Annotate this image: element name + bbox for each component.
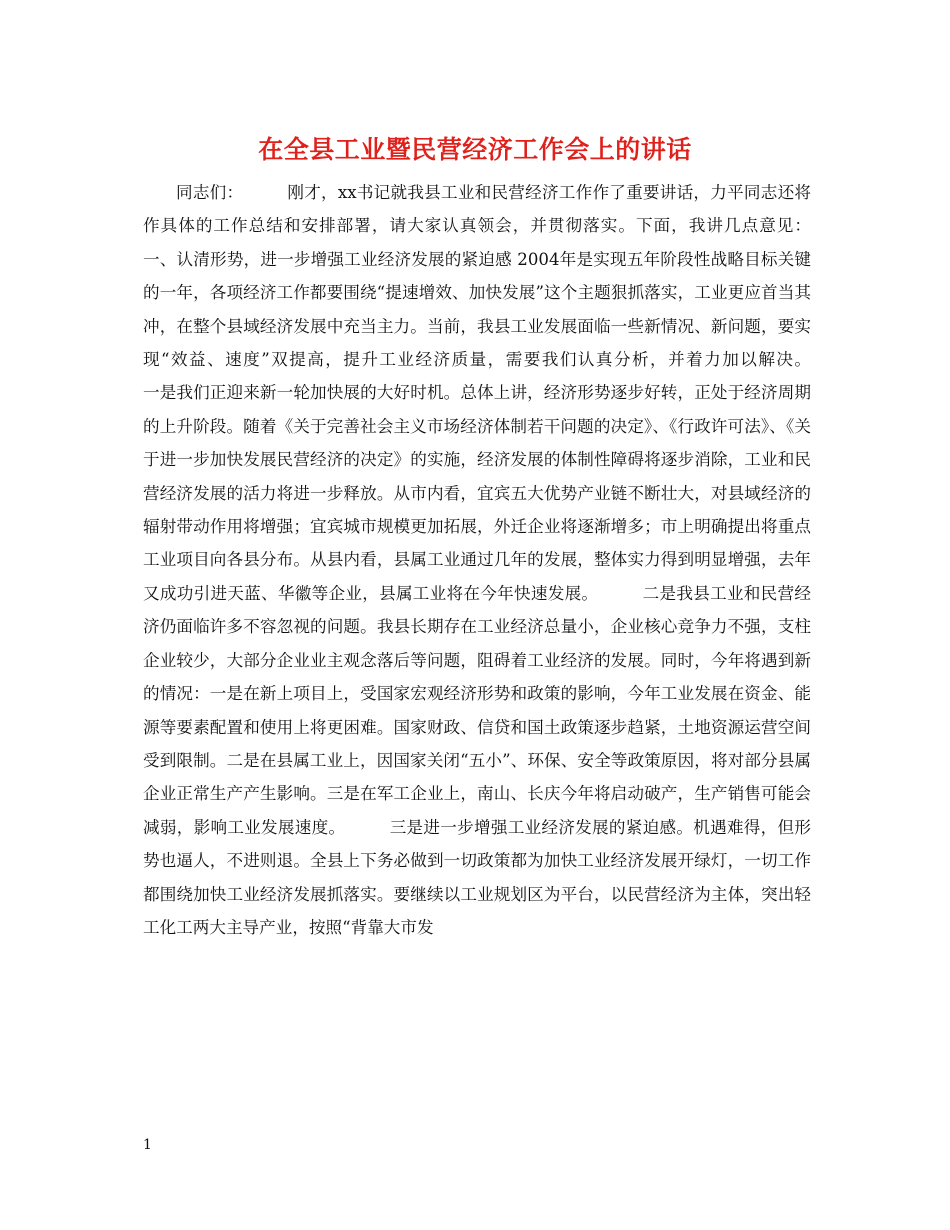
document-body: 同志们： 刚才，xx书记就我县工业和民营经济工作作了重要讲话，力平同志还将作具体的工作总结和安排部署，请大家认真领会，并贯彻落实。下面，我讲几点意见： 一、认清形势，进一步增强工业经济发展的紧迫感 2004年是实现五年阶段性战略目标关键的一年，各项经济工作都要围绕“提速增效、加快发展”这个主题狠抓落实，工业更应首当其冲，在整个县域经济发展中充当主力。当前，我县工业发展面临一些新情况、新问题，要实现“效益、速度”双提高，提升工业经济质量，需要我们认真分析，并着力加以解决。 一是我们正迎来新一轮加快展的大好时机。总体上讲，经济形势逐步好转，正处于经济周期的上升阶段。随着《关于完善社会主义市场经济体制若干问题的决定》、《行政许可法》、《关于进一步加快发展民营经济的决定》的实施，经济发展的体制性障碍将逐步消除，工业和民营经济发展的活力将进一步释放。从市内看，宜宾五大优势产业链不断壮大，对县域经济的辐射带动作用将增强；宜宾城市规模更加拓展，外迁企业将逐渐增多；市上明确提出将重点工业项目向各县分布。从县内看，县属工业通过几年的发展，整体实力得到明显增强，去年又成功引进天蓝、华徽等企业，县属工业将在今年快速发展。 二是我县工业和民营经济仍面临许多不容忽视的问题。我县长期存在工业经济总量小，企业核心竞争力不强，支柱企业较少，大部分企业业主观念落后等问题，阻碍着工业经济的发展。同时，今年将遇到新的情况：一是在新上项目上，受国家宏观经济形势和政策的影响，今年工业发展在资金、能源等要素配置和使用上将更困难。国家财政、信贷和国土政策逐步趋紧，土地资源运营空间受到限制。二是在县属工业上，因国家关闭“五小”、环保、安全等政策原因，将对部分县属企业正常生产产生影响。三是在军工企业上，南山、长庆今年将启动破产，生产销售可能会减弱，影响工业发展速度。 三是进一步增强工业经济发展的紧迫感。机遇难得，但形势也逼人，不进则退。全县上下务必做到一切政策都为加快工业经济发展开绿灯，一切工作都围绕加快工业经济发展抓落实。要继续以工业规划区为平台，以民营经济为主体，突出轻工化工两大主导产业，按照“背靠大市发 <box>143 183 854 937</box>
document-title: 在全县工业暨民营经济工作会上的讲话 <box>258 135 692 164</box>
page-number: 1 <box>143 1137 152 1153</box>
